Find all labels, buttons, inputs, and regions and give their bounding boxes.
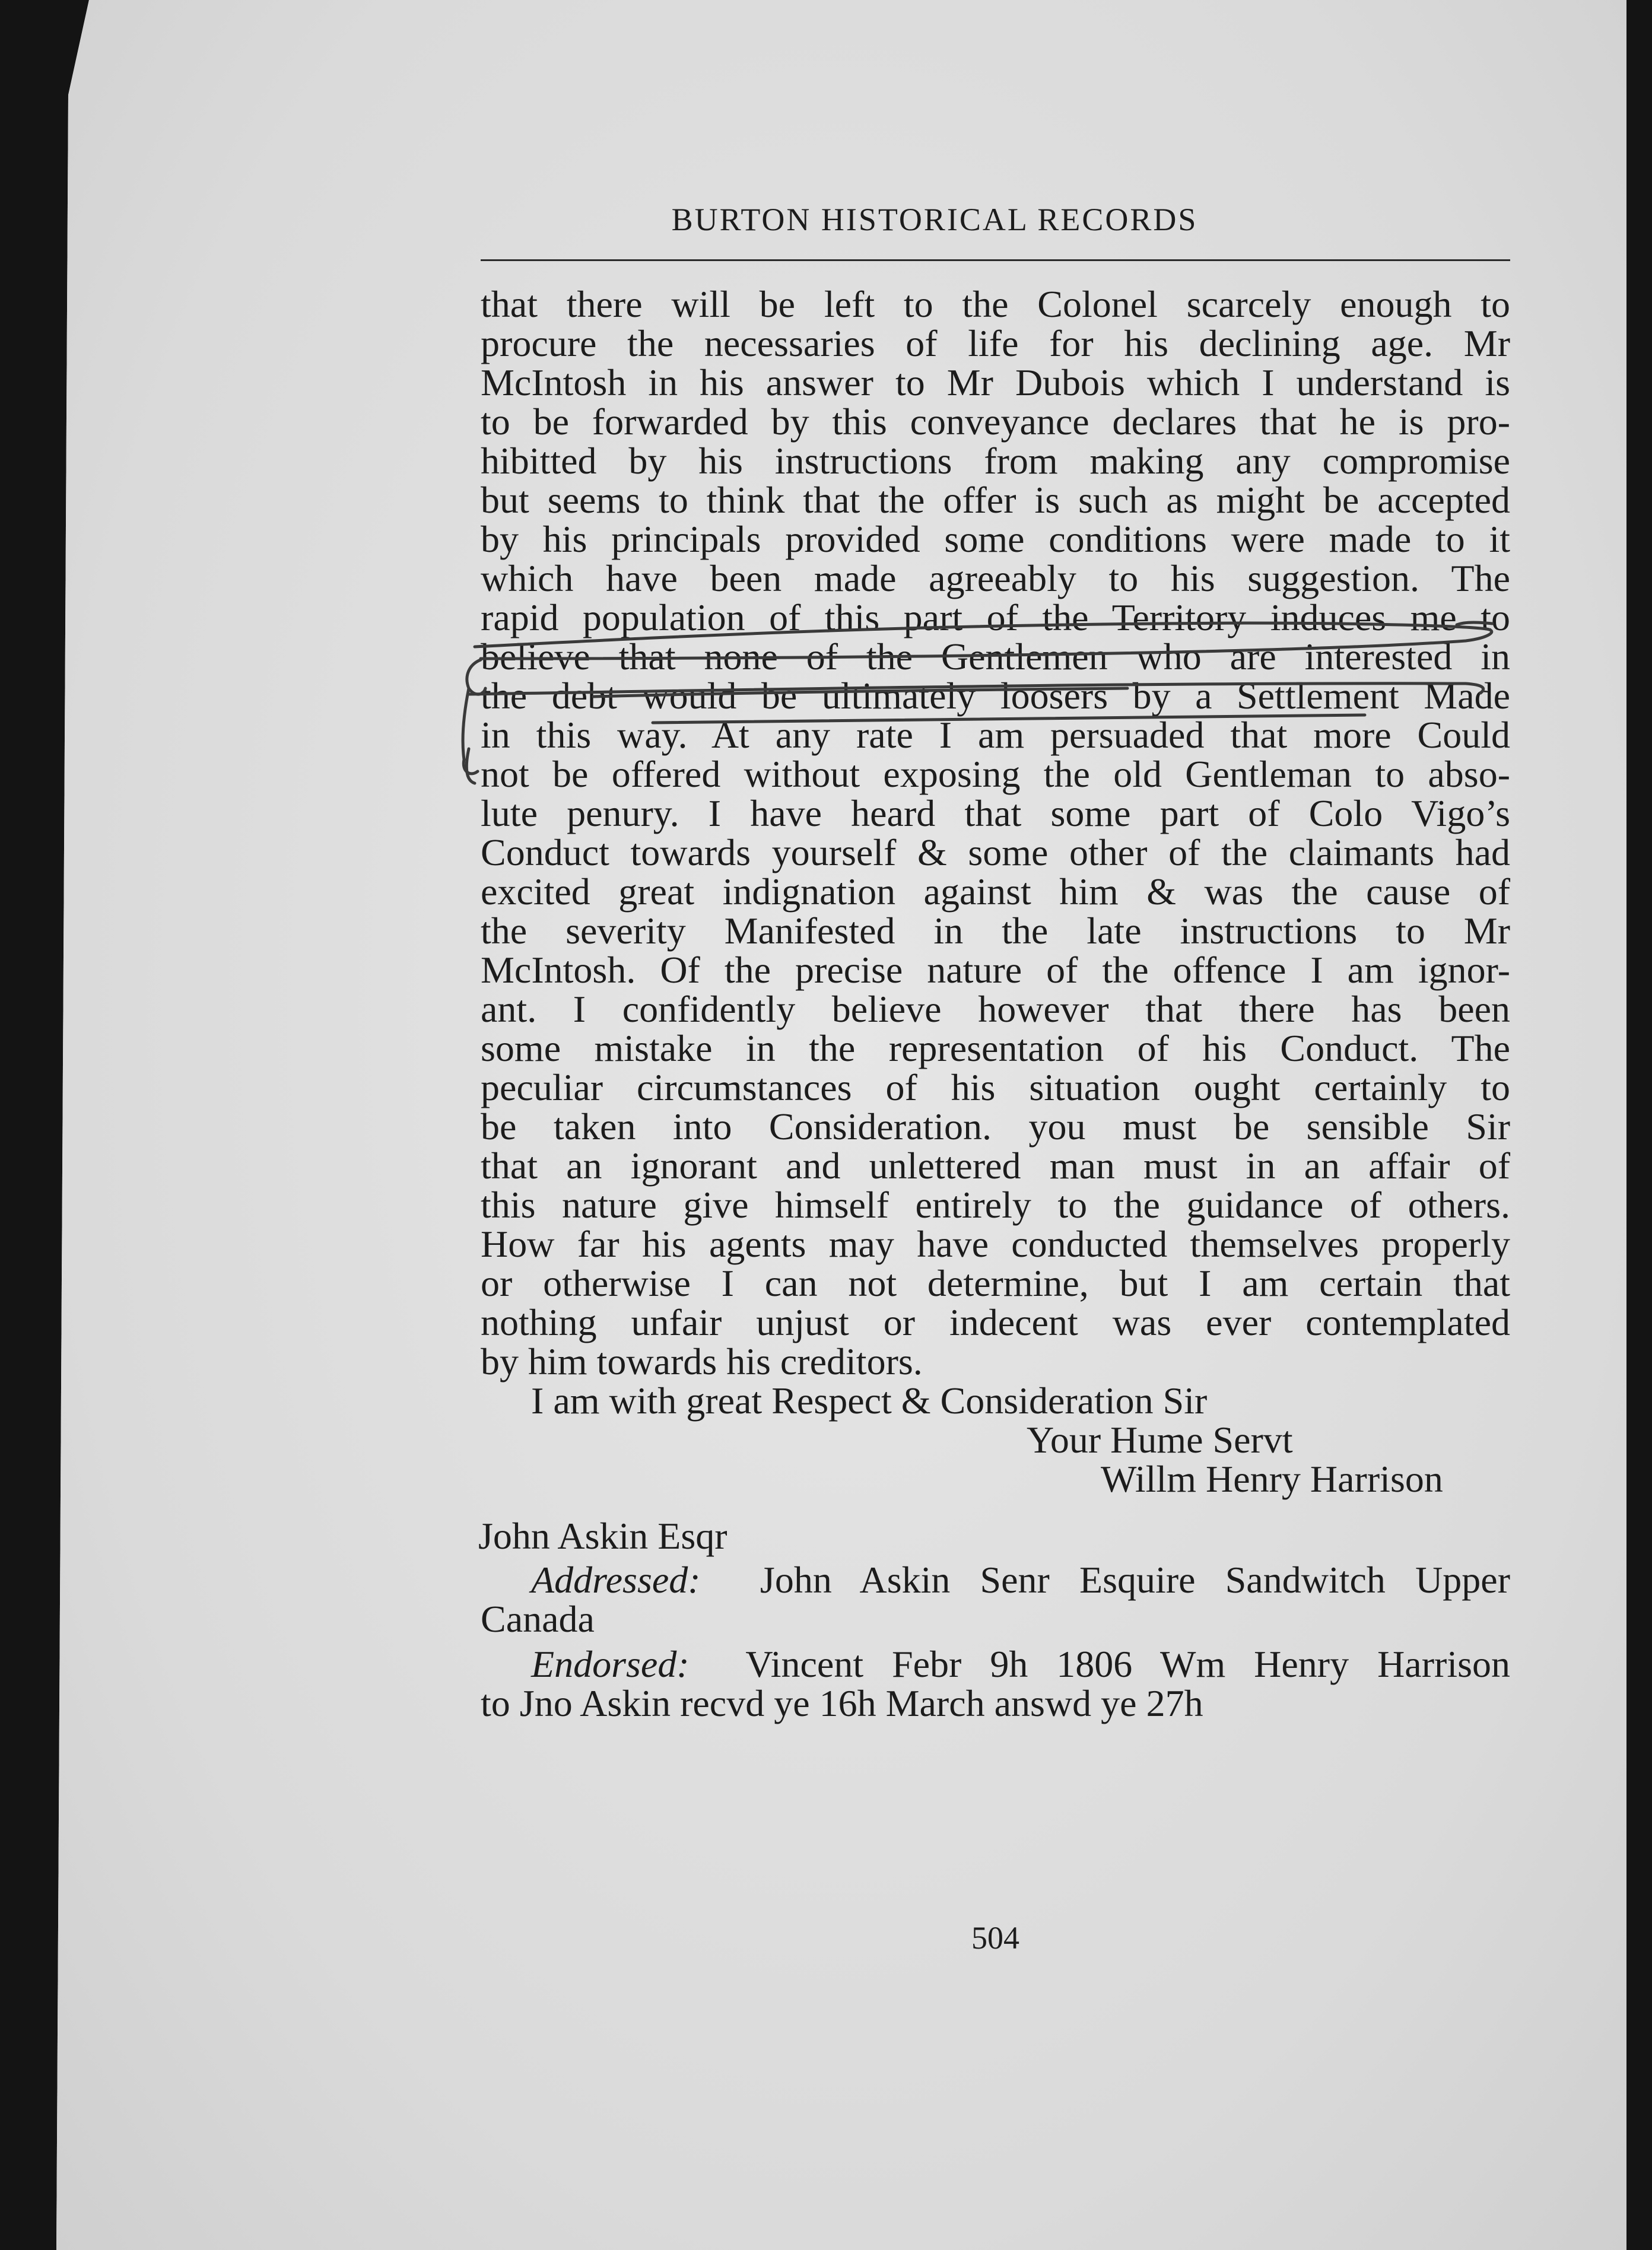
body-line: rapid population of this part of the Territory induces me to	[481, 596, 1510, 638]
body-line: some mistake in the representation of his Conduct. The	[481, 1027, 1510, 1069]
body-line: the debt would be ultimately loosers by a Settlement Made	[481, 675, 1510, 717]
body-line: this nature give himself entirely to the guidance of others.	[481, 1184, 1510, 1226]
endorsed-text: Vincent Febr 9h 1806 Wm Henry Harrison	[745, 1643, 1510, 1685]
body-line: be taken into Consideration. you must be sensible Sir	[481, 1105, 1510, 1148]
addressed-text: John Askin Senr Esquire Sandwitch Upper	[760, 1559, 1511, 1601]
header-rule	[481, 259, 1510, 261]
body-line: How far his agents may have conducted themselves properly	[481, 1223, 1510, 1265]
body-line: nothing unfair unjust or indecent was ever contemplated	[481, 1301, 1510, 1343]
body-line: excited great indignation against him & was the cause of	[481, 870, 1510, 913]
addressed-line	[481, 1561, 1510, 1600]
addressed-label: Addressed:	[531, 1559, 701, 1601]
body-line: Conduct towards yourself & some other of the claimants had	[481, 831, 1510, 873]
body-line: McIntosh in his answer to Mr Dubois which I understand is	[481, 361, 1510, 403]
body-line: McIntosh. Of the precise nature of the offence I am ignor-	[481, 949, 1510, 991]
body-line: hibitted by his instructions from making any compromise	[481, 440, 1510, 482]
body-line: that an ignorant and unlettered man must in an affair of	[481, 1145, 1510, 1187]
endorsed-cont: to Jno Askin recvd ye 16h March answd ye 27h	[481, 1682, 1203, 1724]
body-line: peculiar circumstances of his situation ought certainly to	[481, 1066, 1510, 1108]
body-line: ant. I confidently believe however that there has been	[481, 988, 1510, 1030]
endorsed-line	[481, 1645, 1510, 1684]
body-line: by him towards his creditors.	[481, 1340, 923, 1383]
signature: Willm Henry Harrison	[1101, 1458, 1443, 1500]
endorsed-label: Endorsed:	[531, 1643, 690, 1685]
body-line: procure the necessaries of life for his declining age. Mr	[481, 322, 1510, 364]
closing-servant: Your Hume Servt	[1027, 1419, 1293, 1461]
body-line: believe that none of the Gentlemen who are interested in	[481, 635, 1510, 678]
body-line: or otherwise I can not determine, but I am certain that	[481, 1262, 1510, 1304]
letter-text	[478, 283, 1511, 1724]
body-line: in this way. At any rate I am persuaded that more Could	[481, 714, 1510, 756]
body-line: but seems to think that the offer is such as might be accepted	[481, 479, 1510, 521]
body-line: which have been made agreeably to his suggestion. The	[481, 557, 1510, 599]
running-header: BURTON HISTORICAL RECORDS	[671, 202, 1198, 237]
addressed-cont: Canada	[481, 1598, 595, 1640]
recipient: John Askin Esqr	[478, 1515, 727, 1557]
body-line: lute penury. I have heard that some part of Colo Vigo’s	[481, 792, 1510, 834]
body-line: by his principals provided some conditions were made to it	[481, 518, 1510, 560]
body-line: not be offered without exposing the old Gentleman to abso-	[481, 753, 1510, 795]
page-number: 504	[971, 1920, 1019, 1956]
body-line: that there will be left to the Colonel scarcely enough to	[481, 283, 1510, 325]
body-line: the severity Manifested in the late instructions to Mr	[481, 910, 1510, 952]
closing-line: I am with great Respect & Consideration Sir	[531, 1380, 1208, 1422]
body-line: to be forwarded by this conveyance declares that he is pro-	[481, 401, 1510, 443]
